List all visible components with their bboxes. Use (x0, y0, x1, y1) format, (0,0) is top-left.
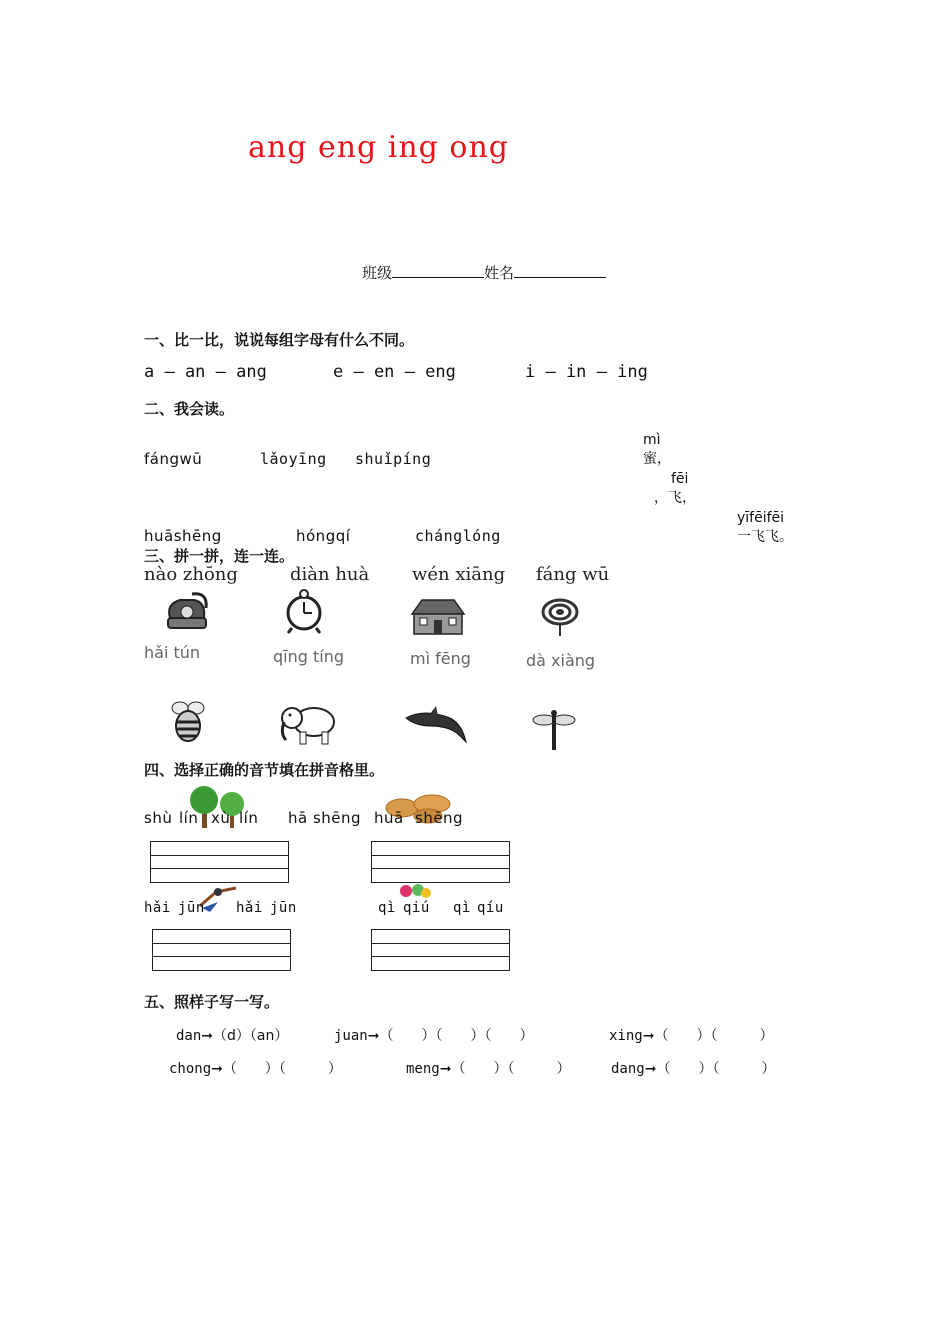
arrow-icon: ➞ (211, 1061, 223, 1077)
example-word: dan (176, 1028, 202, 1044)
syllable: lín (239, 809, 259, 827)
name-blank[interactable] (514, 263, 606, 278)
class-name-line (362, 262, 606, 283)
exercise-item (609, 1025, 773, 1045)
pinyin-grid[interactable] (150, 841, 289, 883)
connect-label-top: nào zhōng (144, 564, 238, 585)
syllable: hǎi (144, 900, 171, 916)
mosquito-coil-icon[interactable] (540, 592, 580, 638)
section-2-heading: 二、我会读。 (144, 400, 235, 418)
section-1-heading: 一、比一比，说说每组字母有什么不同。 (144, 331, 415, 349)
syllable: qiú (403, 900, 430, 916)
alarm-clock-icon[interactable] (284, 586, 324, 634)
answer-blanks[interactable]: （ ）（ ）（ ） (379, 1028, 534, 1044)
section-5-heading: 五、照样子写一写。 (144, 993, 280, 1011)
answer-blanks[interactable]: （ ）（ ） (654, 1028, 774, 1044)
page-title: ang eng ing ong (248, 130, 510, 165)
arrow-icon: ➞ (642, 1028, 655, 1044)
connect-label-mid: qīng tíng (273, 647, 344, 666)
exercise-word: xing (609, 1028, 643, 1044)
dragonfly-icon[interactable] (532, 708, 576, 752)
connect-label-mid: dà xiàng (526, 651, 596, 670)
section-4-heading: 四、选择正确的音节填在拼音格里。 (144, 761, 385, 779)
letter-group-i: i — in — ing (525, 362, 648, 382)
syllable: qì (453, 900, 471, 916)
arrow-icon: ➞ (439, 1061, 452, 1077)
answer-blanks[interactable]: （ ）（ ） (451, 1061, 571, 1077)
syllable: jūn (178, 900, 205, 916)
connect-label-top: diàn huà (290, 564, 370, 585)
telephone-icon[interactable] (162, 588, 212, 632)
example-answer: （d）（an） (213, 1028, 289, 1044)
section-3-heading: 三、拼一拼，连一连。 (144, 547, 295, 565)
syllable: qì (378, 900, 396, 916)
dolphin-icon[interactable] (404, 704, 472, 748)
answer-blanks[interactable]: （ ）（ ） (656, 1061, 776, 1077)
answer-blanks[interactable]: （ ）（ ） (222, 1061, 342, 1077)
sentence-line-2: ，飞， (654, 490, 696, 506)
read-word: fángwū (144, 450, 203, 468)
sentence-line-1: 蜜， (643, 451, 671, 467)
syllable: shù (144, 809, 173, 827)
read-word: hóngqí (296, 527, 351, 545)
connect-label-top: fáng wū (536, 564, 610, 585)
sentence-pinyin-1: mì (643, 432, 661, 448)
syllable: xù (211, 809, 231, 827)
connect-label-mid: mì fēng (410, 649, 471, 668)
class-blank[interactable] (392, 263, 484, 278)
sentence-line-3: 一飞飞。 (737, 529, 793, 545)
connect-label-mid: hǎi tún (144, 643, 201, 662)
syllable: jūn (270, 900, 297, 916)
exercise-word: meng (406, 1061, 440, 1077)
exercise-word: juan (334, 1028, 368, 1044)
letter-group-a: a — an — ang (144, 362, 267, 382)
name-label: 姓名 (484, 264, 515, 282)
syllable: qíu (477, 900, 504, 916)
arrow-icon: ➞ (367, 1028, 380, 1044)
syllable: shēng (415, 809, 464, 827)
exercise-word: chong (169, 1061, 212, 1077)
sentence-pinyin-2: fēi (671, 471, 689, 487)
sentence-pinyin-3: yīfēifēi (737, 510, 785, 526)
read-word: huāshēng (144, 527, 222, 545)
exercise-item (169, 1058, 342, 1078)
bee-icon[interactable] (166, 698, 212, 744)
class-label: 班级 (362, 264, 393, 282)
elephant-icon[interactable] (278, 700, 340, 746)
pinyin-grid[interactable] (371, 841, 510, 883)
house-icon[interactable] (410, 596, 466, 636)
syllable: lín (179, 809, 199, 827)
exercise-item (406, 1058, 570, 1078)
pinyin-grid[interactable] (371, 929, 510, 971)
syllable: hǎi (236, 900, 263, 916)
example-item (176, 1025, 288, 1045)
pinyin-grid[interactable] (152, 929, 291, 971)
syllable: huā (374, 809, 404, 827)
exercise-item (611, 1058, 775, 1078)
read-word: chánglóng (415, 527, 501, 545)
read-word: shuǐpíng (355, 450, 432, 468)
read-word: lǎoyīng (260, 450, 327, 468)
syllable: hā shēng (288, 809, 362, 827)
arrow-icon: ➞ (644, 1061, 657, 1077)
exercise-item (334, 1025, 533, 1045)
connect-label-top: wén xiāng (412, 564, 506, 585)
letter-group-e: e — en — eng (333, 362, 456, 382)
arrow-icon: ➞ (201, 1028, 214, 1044)
exercise-word: dang (611, 1061, 645, 1077)
